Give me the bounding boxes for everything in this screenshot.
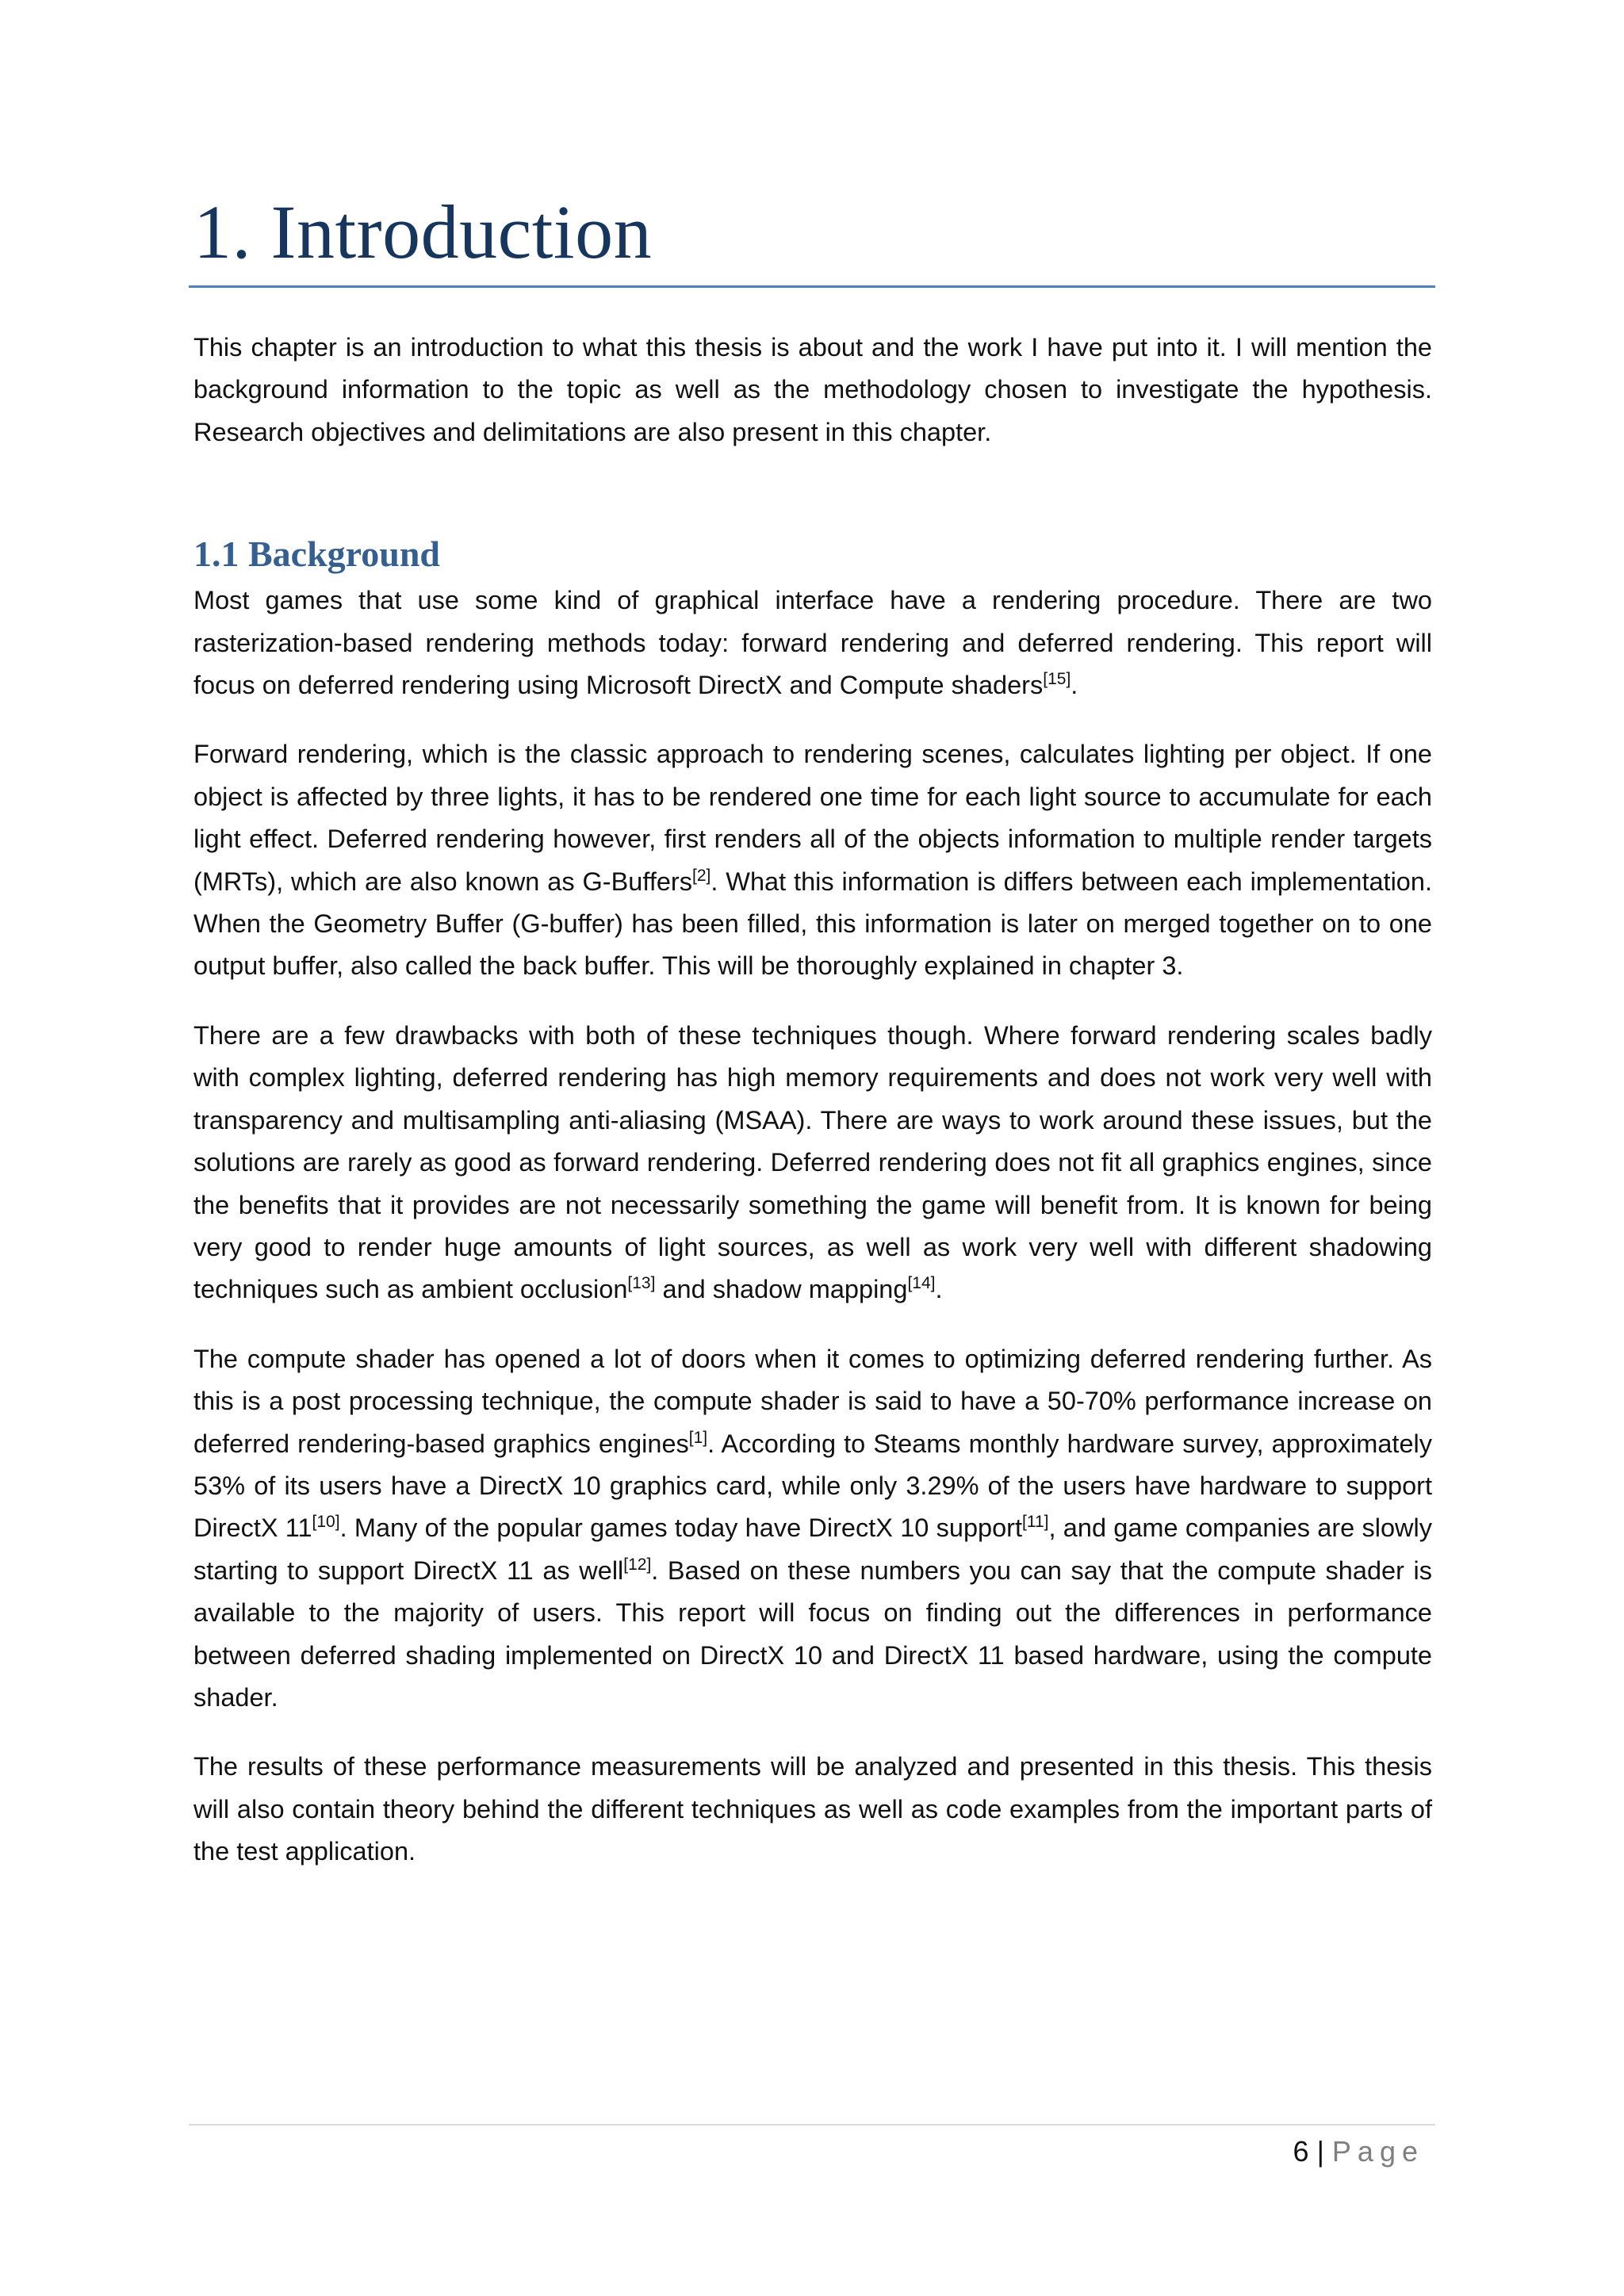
paragraph-text: . Many of the popular games today have DirectX 10 support bbox=[339, 1513, 1023, 1543]
citation-12: [12] bbox=[623, 1555, 652, 1574]
paragraph-text: . Based on these numbers you can say that the compute shader is available to the majority of users. This report will focus on finding out the differences in performance between deferred shading implemented on DirectX 10 and DirectX 11 based hardware, using the compute shader. bbox=[193, 1556, 1432, 1712]
background-paragraph-2 bbox=[193, 733, 1432, 987]
section-title: 1.1 Background bbox=[193, 534, 441, 575]
chapter-intro-paragraph: This chapter is an introduction to what this thesis is about and the work I have put into it. I will mention the background information to the topic as well as the methodology chosen to investigate the hypothesis. Research objectives and delimitations are also present in this chapter. bbox=[193, 333, 1432, 446]
paragraph-text: Most games that use some kind of graphical interface have a rendering procedure. There are two rasterization-based rendering methods today: forward rendering and deferred rendering. This report will focus on deferred rendering using Microsoft DirectX and Compute shaders bbox=[193, 586, 1432, 700]
footer-divider bbox=[189, 2124, 1435, 2126]
paragraph-text: Forward rendering, which is the classic approach to rendering scenes, calculates lighting per object. If one object is affected by three lights, it has to be rendered one time for each light source to accumulate for each light effect. Deferred rendering however, first renders all of the objects information to multiple render targets (MRTs), which are also known as G-Buffers bbox=[193, 740, 1432, 896]
chapter-title: 1. Introduction bbox=[193, 189, 653, 274]
citation-13: [13] bbox=[627, 1274, 656, 1293]
page-label: Page bbox=[1331, 2135, 1424, 2168]
background-paragraph-4 bbox=[193, 1338, 1432, 1720]
paragraph-text: . bbox=[935, 1275, 943, 1304]
paragraph-text: and shadow mapping bbox=[655, 1275, 908, 1304]
page-number: 6 bbox=[1293, 2135, 1309, 2168]
citation-11: [11] bbox=[1022, 1513, 1049, 1532]
paragraph-text: The results of these performance measurements will be analyzed and presented in this thesis. This thesis will also contain theory behind the different techniques as well as code examples from the important parts of the test application. bbox=[193, 1752, 1432, 1866]
footer-separator: | bbox=[1316, 2135, 1324, 2168]
background-paragraph-1 bbox=[193, 580, 1432, 706]
paragraph-text: There are a few drawbacks with both of these techniques though. Where forward rendering scales badly with complex lighting, deferred rendering has high memory requirements and does not work very well with transparency and multisampling anti-aliasing (MSAA). There are ways to work around these issues, but the solutions are rarely as good as forward rendering. Deferred rendering does not fit all graphics engines, since the benefits that it provides are not necessarily something the game will benefit from. It is known for being very good to render huge amounts of light sources, as well as work very well with different shadowing techniques such as ambient occlusion bbox=[193, 1020, 1432, 1304]
citation-14: [14] bbox=[907, 1274, 936, 1293]
paragraph-text: . bbox=[1071, 671, 1078, 700]
title-divider bbox=[189, 285, 1435, 288]
paragraph-text: . According to Steams monthly hardware survey, approximately 53% of its users have a DirectX 10 graphics card, while only 3.29% of the users have hardware to support DirectX 11 bbox=[193, 1429, 1432, 1543]
paragraph-text: The compute shader has opened a lot of doors when it comes to optimizing deferred rendering further. As this is a post processing technique, the compute shader is said to have a 50-70% performance increase on deferred rendering-based graphics engines bbox=[193, 1344, 1432, 1458]
paragraph-text: , and game companies are slowly starting to support DirectX 11 as well bbox=[193, 1513, 1432, 1585]
paragraph-text: . What this information is differs between each implementation. When the Geometry Buffer (G-buffer) has been filled, this information is later on merged together on to one output buffer, also called the back buffer. This will be thoroughly explained in chapter 3. bbox=[193, 867, 1432, 981]
page-content bbox=[193, 327, 1432, 1900]
citation-10: [10] bbox=[312, 1513, 340, 1532]
citation-1: [1] bbox=[688, 1428, 708, 1447]
background-paragraph-5 bbox=[193, 1746, 1432, 1873]
citation-15: [15] bbox=[1043, 670, 1071, 689]
page-footer bbox=[1293, 2130, 1424, 2174]
citation-2: [2] bbox=[692, 866, 711, 885]
background-paragraph-3 bbox=[193, 1015, 1432, 1311]
